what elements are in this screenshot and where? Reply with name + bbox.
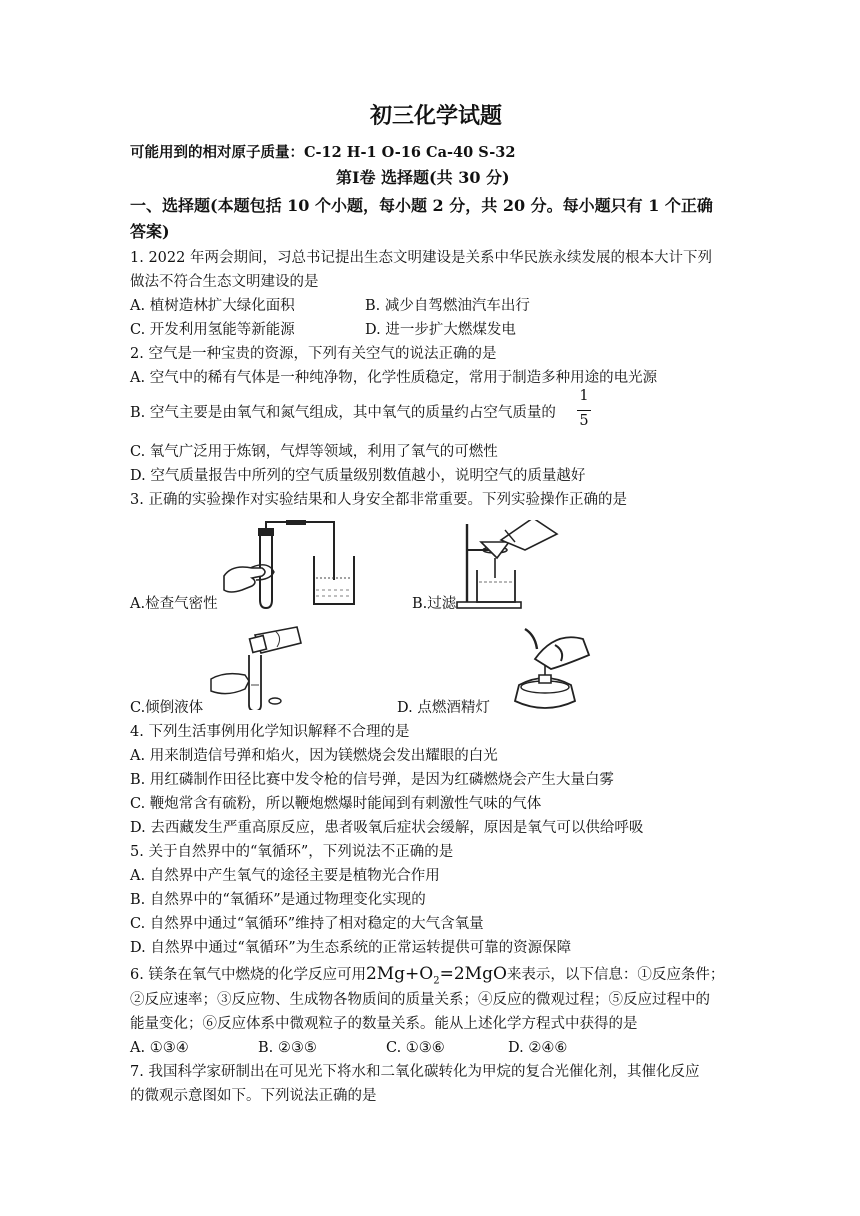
q5-stem: 5. 关于自然界中的“氧循环”，下列说法不正确的是 — [130, 844, 454, 860]
q2-option-a: A. 空气中的稀有气体是一种纯净物，化学性质稳定，常用于制造多种用途的电光源 — [130, 370, 658, 386]
q6-stem-line2: ②反应速率；③反应物、生成物各物质间的质量关系；④反应的微观过程；⑤反应过程中的 — [130, 992, 710, 1008]
q2-option-d: D. 空气质量报告中所列的空气质量级别数值越小，说明空气的质量越好 — [130, 468, 586, 484]
q3-stem: 3. 正确的实验操作对实验结果和人身安全都非常重要。下列实验操作正确的是 — [130, 492, 627, 508]
q2-fraction-denominator: 5 — [579, 413, 589, 429]
alcohol-lamp-figure — [495, 625, 595, 715]
q1-stem-line1: 1. 2022 年两会期间，习总书记提出生态文明建设是关系中华民族永续发展的根本大计下列 — [130, 250, 712, 266]
q6-equation-left: 2Mg+O — [365, 964, 434, 984]
part1-title: 第Ⅰ卷 选择题(共 30 分) — [336, 168, 510, 187]
q4-option-c: C. 鞭炮常含有硫粉，所以鞭炮燃爆时能闻到有刺激性气味的气体 — [130, 796, 542, 812]
q2-stem: 2. 空气是一种宝贵的资源，下列有关空气的说法正确的是 — [130, 346, 497, 362]
q1-option-c: C. 开发利用氢能等新能源 — [130, 322, 295, 338]
page-title: 初三化学试题 — [370, 103, 503, 129]
q6-stem-pre: 6. 镁条在氧气中燃烧的化学反应可用 — [130, 967, 366, 983]
q1-option-a: A. 植树造林扩大绿化面积 — [130, 298, 295, 314]
q1-stem-line2: 做法不符合生态文明建设的是 — [130, 274, 319, 290]
q3-option-d: D. 点燃酒精灯 — [397, 700, 490, 716]
q6-stem-line1 — [130, 964, 724, 991]
q6-equation — [365, 964, 507, 987]
q6-option-c: C. ①③⑥ — [386, 1040, 445, 1056]
q7-stem-line1: 7. 我国科学家研制出在可见光下将水和二氧化碳转化为甲烷的复合光催化剂，其催化反应 — [130, 1064, 700, 1080]
q2-fraction-bar — [577, 410, 591, 411]
filtration-figure — [455, 520, 565, 610]
q5-option-d: D. 自然界中通过“氧循环”为生态系统的正常运转提供可靠的资源保障 — [130, 940, 572, 956]
q1-option-d: D. 进一步扩大燃煤发电 — [365, 322, 516, 338]
q6-option-a: A. ①③④ — [130, 1040, 189, 1056]
q2-fraction-numerator: 1 — [579, 388, 589, 404]
q6-stem-post: 来表示，以下信息：①反应条件； — [506, 967, 725, 983]
atomic-masses: 可能用到的相对原子质量：C-12 H-1 O-16 Ca-40 S-32 — [130, 144, 516, 161]
q3-option-c: C.倾倒液体 — [130, 700, 204, 716]
q5-option-a: A. 自然界中产生氧气的途径主要是植物光合作用 — [130, 868, 440, 884]
q2-option-c: C. 氧气广泛用于炼钢，气焊等领域，利用了氧气的可燃性 — [130, 444, 498, 460]
q5-option-c: C. 自然界中通过“氧循环”维持了相对稳定的大气含氧量 — [130, 916, 484, 932]
q6-equation-right: =2MgO — [439, 964, 507, 984]
q3-option-a: A.检查气密性 — [130, 596, 218, 612]
q1-option-b: B. 减少自驾燃油汽车出行 — [365, 298, 530, 314]
section1-line2: 答案) — [130, 222, 170, 241]
q4-option-d: D. 去西藏发生严重高原反应，患者吸氧后症状会缓解，原因是氧气可以供给呼吸 — [130, 820, 644, 836]
q2-option-b: B. 空气主要是由氧气和氮气组成，其中氧气的质量约占空气质量的 — [130, 405, 556, 421]
q6-equation-subscript: 2 — [433, 975, 440, 987]
q6-stem-line3: 能量变化；⑥反应体系中微观粒子的数量关系。能从上述化学方程式中获得的是 — [130, 1016, 638, 1032]
pouring-liquid-figure — [205, 625, 305, 710]
airtightness-check-figure — [222, 520, 362, 610]
q4-option-a: A. 用来制造信号弹和焰火，因为镁燃烧会发出耀眼的白光 — [130, 748, 498, 764]
q4-stem: 4. 下列生活事例用化学知识解释不合理的是 — [130, 724, 410, 740]
q7-stem-line2: 的微观示意图如下。下列说法正确的是 — [130, 1088, 377, 1104]
q3-option-b: B.过滤 — [412, 596, 457, 612]
q6-option-b: B. ②③⑤ — [258, 1040, 317, 1056]
q5-option-b: B. 自然界中的“氧循环”是通过物理变化实现的 — [130, 892, 426, 908]
q4-option-b: B. 用红磷制作田径比赛中发令枪的信号弹，是因为红磷燃烧会产生大量白雾 — [130, 772, 614, 788]
q6-option-d: D. ②④⑥ — [508, 1040, 568, 1056]
section1-line1: 一、选择题(本题包括 10 个小题，每小题 2 分，共 20 分。每小题只有 1 个正确 — [130, 196, 713, 215]
